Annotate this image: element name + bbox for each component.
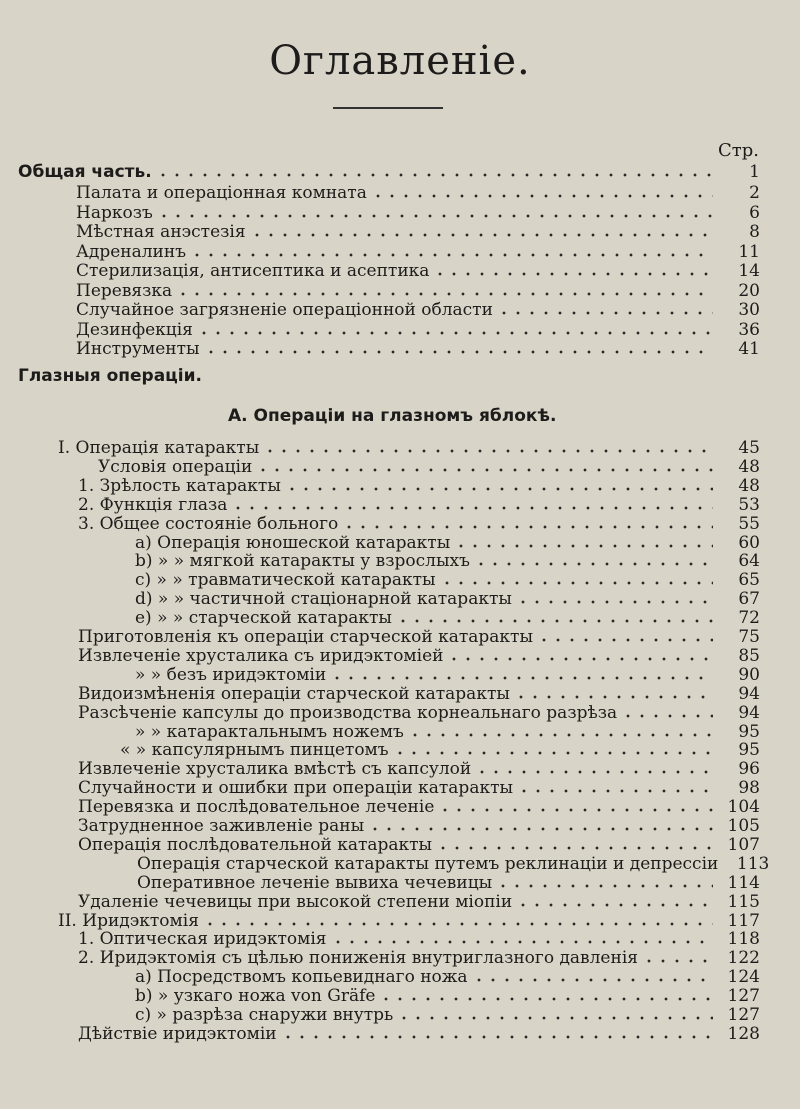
toc-page-number: 64 xyxy=(738,551,760,571)
toc-entry-label: a) Операція юношеской катаракты xyxy=(135,533,451,553)
toc-entry-label: Условія операціи xyxy=(98,457,253,477)
toc-entry xyxy=(137,854,770,874)
toc-page-number: 45 xyxy=(738,438,760,458)
toc-page-number: 65 xyxy=(738,570,760,590)
toc-entry xyxy=(58,438,760,458)
page-column-header: Стр. xyxy=(718,140,759,161)
toc-entry-label: Мѣстная анэстезія xyxy=(76,222,246,242)
toc-page-number: 1 xyxy=(749,162,760,182)
title-rule xyxy=(333,107,443,109)
toc-entry-label: Видоизмѣненія операціи старческой катаракты xyxy=(78,684,510,704)
toc-page-number: 114 xyxy=(727,873,760,893)
toc-entry xyxy=(76,203,760,223)
toc-entry xyxy=(78,684,760,704)
toc-entry xyxy=(76,242,760,262)
toc-page-number: 117 xyxy=(727,911,760,931)
toc-page-number: 95 xyxy=(738,740,760,760)
toc-entry xyxy=(135,551,760,571)
leader-dots xyxy=(454,543,713,549)
toc-entry xyxy=(135,608,760,628)
leader-dots xyxy=(231,505,713,511)
toc-entry xyxy=(78,816,760,836)
toc-entry xyxy=(135,570,760,590)
leader-dots xyxy=(621,713,713,719)
toc-entry xyxy=(78,646,760,666)
toc-page-number: 124 xyxy=(727,967,760,987)
leader-dots xyxy=(642,958,713,964)
toc-entry-label: « » капсулярнымъ пинцетомъ xyxy=(120,740,389,760)
toc-entry xyxy=(135,722,760,742)
toc-page-number: 8 xyxy=(749,222,760,242)
toc-heading-label: Общая часть. xyxy=(18,162,152,182)
toc-entry-label: Наркозъ xyxy=(76,203,153,223)
toc-entry xyxy=(78,892,760,912)
toc-page-number: 98 xyxy=(738,778,760,798)
toc-page-number: 2 xyxy=(749,183,760,203)
toc-page-number: 36 xyxy=(738,320,760,340)
toc-page-number: 48 xyxy=(738,457,760,477)
toc-entry xyxy=(76,261,760,281)
toc-page-number: 127 xyxy=(727,1005,760,1025)
leader-dots xyxy=(472,977,713,983)
toc-entry-label: 2. Функція глаза xyxy=(78,495,228,515)
leader-dots xyxy=(281,1034,713,1040)
toc-entry-label: Случайное загрязненіе операціонной области xyxy=(76,300,493,320)
toc-entry-label: e) » » старческой катаракты xyxy=(135,608,392,628)
leader-dots xyxy=(514,694,713,700)
toc-page-number: 11 xyxy=(738,242,760,262)
toc-entry-label: Извлеченіе хрусталика вмѣстѣ съ капсулой xyxy=(78,759,472,779)
leader-dots xyxy=(474,561,713,567)
toc-page-number: 96 xyxy=(738,759,760,779)
toc-entry-label: Перевязка xyxy=(76,281,173,301)
leader-dots xyxy=(537,637,713,643)
leader-dots xyxy=(516,599,713,605)
leader-dots xyxy=(517,788,713,794)
toc-entry-label: Операція старческой катаракты путемъ реклинаціи и депрессіи xyxy=(137,854,719,874)
leader-dots xyxy=(440,580,713,586)
toc-entry xyxy=(78,948,760,968)
eye-ops-heading: Глазныя операціи. xyxy=(18,366,202,386)
toc-entry-label: Приготовленія къ операціи старческой катаракты xyxy=(78,627,533,647)
toc-entry-label: c) » разрѣза снаружи внутрь xyxy=(135,1005,394,1025)
leader-dots xyxy=(371,193,713,199)
toc-entry-label: Адреналинъ xyxy=(76,242,187,262)
leader-dots xyxy=(379,996,713,1002)
toc-page-number: 41 xyxy=(738,339,760,359)
toc-entry-label: c) » » травматической катаракты xyxy=(135,570,436,590)
leader-dots xyxy=(516,902,713,908)
toc-entry xyxy=(76,320,760,340)
toc-page-number: 55 xyxy=(738,514,760,534)
page-title: Оглавленіе. xyxy=(269,38,531,84)
toc-entry-label: a) Посредствомъ копьевиднаго ножа xyxy=(135,967,468,987)
toc-page-number: 122 xyxy=(727,948,760,968)
leader-dots xyxy=(496,883,713,889)
toc-entry-label: » » катарактальнымъ ножемъ xyxy=(135,722,404,742)
toc-entry-label: Перевязка и послѣдовательное леченіе xyxy=(78,797,435,817)
leader-dots xyxy=(256,467,713,473)
toc-page-number: 94 xyxy=(738,703,760,723)
toc-entry-label: Затрудненное заживленіе раны xyxy=(78,816,365,836)
leader-dots xyxy=(285,486,713,492)
toc-entry-label: d) » » частичной стаціонарной катаракты xyxy=(135,589,512,609)
leader-dots xyxy=(263,448,713,454)
toc-entry xyxy=(135,1005,760,1025)
leader-dots xyxy=(176,291,713,297)
toc-entry-label: II. Иридэктомія xyxy=(58,911,199,931)
toc-entry-label: Инструменты xyxy=(76,339,200,359)
toc-entry xyxy=(78,514,760,534)
leader-dots xyxy=(331,939,713,945)
toc-page-number: 90 xyxy=(738,665,760,685)
leader-dots xyxy=(368,826,713,832)
toc-page-number: 94 xyxy=(738,684,760,704)
toc-entry-label: I. Операція катаракты xyxy=(58,438,260,458)
toc-page-number: 105 xyxy=(727,816,760,836)
toc-entry xyxy=(78,495,760,515)
toc-entry-label: Разсѣченіе капсулы до производства корнеальнаго разрѣза xyxy=(78,703,618,723)
toc-page-number: 20 xyxy=(738,281,760,301)
toc-page-number: 115 xyxy=(727,892,760,912)
toc-entry xyxy=(76,339,760,359)
section-a-heading: А. Операціи на глазномъ яблокѣ. xyxy=(228,406,557,426)
toc-entry xyxy=(137,873,760,893)
toc-entry xyxy=(58,911,760,931)
leader-dots xyxy=(250,232,713,238)
toc-page-number: 30 xyxy=(738,300,760,320)
toc-entry-label: Стерилизація, антисептика и асептика xyxy=(76,261,430,281)
toc-page-number: 113 xyxy=(736,854,770,874)
toc-entry xyxy=(120,740,760,760)
toc-page-number: 53 xyxy=(738,495,760,515)
leader-dots xyxy=(204,349,713,355)
toc-entry xyxy=(78,778,760,798)
leader-dots xyxy=(497,310,713,316)
toc-entry-label: 3. Общее состояніе больного xyxy=(78,514,339,534)
leader-dots xyxy=(408,732,713,738)
toc-page-number: 128 xyxy=(727,1024,760,1044)
toc-entry xyxy=(76,281,760,301)
toc-entry-label: b) » » мягкой катаракты у взрослыхъ xyxy=(135,551,470,571)
toc-page-number: 72 xyxy=(738,608,760,628)
toc-page-number: 75 xyxy=(738,627,760,647)
toc-entry-label: Операція послѣдовательной катаракты xyxy=(78,835,433,855)
toc-entry-label: Извлеченіе хрусталика съ иридэктоміей xyxy=(78,646,444,666)
leader-dots xyxy=(203,921,713,927)
leader-dots xyxy=(436,845,713,851)
toc-entry xyxy=(78,476,760,496)
toc-entry xyxy=(76,183,760,203)
leader-dots xyxy=(447,656,713,662)
toc-page-number: 60 xyxy=(738,533,760,553)
leader-dots xyxy=(393,750,713,756)
toc-entry xyxy=(135,533,760,553)
toc-entry xyxy=(135,589,760,609)
leader-dots xyxy=(190,252,713,258)
toc-entry xyxy=(78,627,760,647)
toc-entry-label: b) » узкаго ножа von Gräfe xyxy=(135,986,376,1006)
toc-entry xyxy=(76,222,760,242)
toc-entry xyxy=(78,797,760,817)
toc-entry xyxy=(78,703,760,723)
toc-page-number: 95 xyxy=(738,722,760,742)
leader-dots xyxy=(397,1015,713,1021)
toc-entry xyxy=(78,1024,760,1044)
toc-entry-label: Дезинфекція xyxy=(76,320,193,340)
toc-entry xyxy=(78,759,760,779)
leader-dots xyxy=(396,618,713,624)
leader-dots xyxy=(157,213,713,219)
toc-page-number: 118 xyxy=(727,929,760,949)
toc-entry-label: » » безъ иридэктоміи xyxy=(135,665,327,685)
toc-entry-label: 2. Иридэктомія съ цѣлью пониженія внутриглазного давленія xyxy=(78,948,638,968)
toc-heading-general xyxy=(18,162,760,182)
toc-page-number: 127 xyxy=(727,986,760,1006)
toc-entry xyxy=(135,967,760,987)
toc-page-number: 14 xyxy=(738,261,760,281)
leader-dots xyxy=(433,271,713,277)
leader-dots xyxy=(438,807,713,813)
toc-page-number: 107 xyxy=(727,835,760,855)
toc-entry xyxy=(135,986,760,1006)
toc-entry xyxy=(98,457,760,477)
toc-page-number: 6 xyxy=(749,203,760,223)
toc-entry-label: Оперативное леченіе вывиха чечевицы xyxy=(137,873,493,893)
toc-page-number: 104 xyxy=(727,797,760,817)
toc-entry xyxy=(78,835,760,855)
leader-dots xyxy=(475,769,713,775)
toc-page-number: 67 xyxy=(738,589,760,609)
toc-entry-label: 1. Оптическая иридэктомія xyxy=(78,929,327,949)
toc-entry-label: 1. Зрѣлость катаракты xyxy=(78,476,281,496)
toc-entry-label: Удаленіе чечевицы при высокой степени міопіи xyxy=(78,892,513,912)
toc-entry-label: Палата и операціонная комната xyxy=(76,183,367,203)
leader-dots xyxy=(197,330,713,336)
toc-entry xyxy=(78,929,760,949)
leader-dots xyxy=(342,524,713,530)
toc-page-number: 85 xyxy=(738,646,760,666)
toc-entry-label: Дѣйствіе иридэктоміи xyxy=(78,1024,277,1044)
toc-entry xyxy=(135,665,760,685)
toc-entry xyxy=(76,300,760,320)
leader-dots xyxy=(330,675,713,681)
leader-dots xyxy=(156,172,713,178)
toc-page-number: 48 xyxy=(738,476,760,496)
toc-entry-label: Случайности и ошибки при операціи катаракты xyxy=(78,778,514,798)
